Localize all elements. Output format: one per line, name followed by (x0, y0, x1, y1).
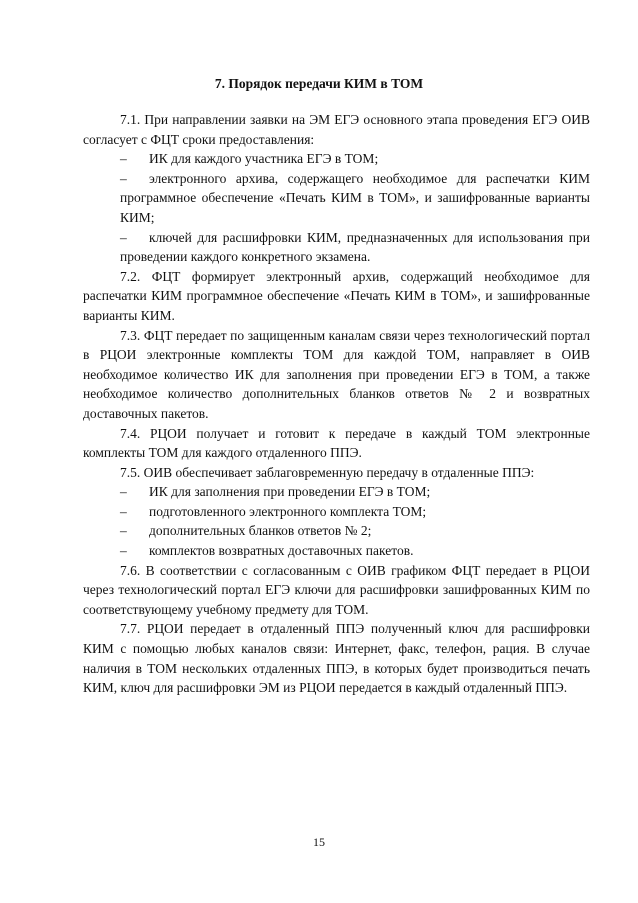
dash-marker: – (120, 484, 127, 500)
paragraph-7-2: 7.2. ФЦТ формирует электронный архив, содержащий необходимое для распечатки КИМ программное обеспечение «Печать КИМ в ТОМ», и зашифрованные варианты КИМ. (83, 268, 590, 323)
list-item (83, 502, 590, 522)
dash-marker: – (120, 170, 127, 186)
dash-marker: – (120, 229, 127, 245)
list-item-text: ИК для заполнения при проведении ЕГЭ в ТОМ; (149, 484, 431, 500)
dash-marker: – (120, 523, 127, 539)
paragraph-7-1: 7.1. При направлении заявки на ЭМ ЕГЭ основного этапа проведения ЕГЭ ОИВ согласует с ФЦТ сроки предоставления: (83, 112, 590, 147)
list-item (83, 169, 590, 228)
list-item-text: подготовленного электронного комплекта ТОМ; (149, 503, 427, 519)
list-item (83, 149, 590, 169)
section-title: 7. Порядок передачи КИМ в ТОМ (214, 76, 424, 91)
list-item (83, 482, 590, 502)
dash-marker: – (120, 543, 127, 559)
list-item-text: дополнительных бланков ответов № 2; (149, 523, 372, 539)
list-item-text: ключей для расшифровки КИМ, предназначенных для использования при проведении каждого конкретного экзамена. (120, 229, 590, 265)
list-item-text: комплектов возвратных доставочных пакетов. (149, 543, 414, 559)
list-item-text: электронного архива, содержащего необходимое для распечатки КИМ программное обеспечение «Печать КИМ в ТОМ», и зашифрованные варианты КИМ; (120, 170, 590, 225)
dash-marker: – (120, 503, 127, 519)
dash-marker: – (120, 151, 127, 167)
paragraph-7-3: 7.3. ФЦТ передает по защищенным каналам связи через технологический портал в РЦОИ электронные комплекты ТОМ для каждой ТОМ, направляет в ОИВ необходимое количество ИК для заполнения при проведении ЕГЭ в ТОМ, а также необходимое количество дополнительных бланков ответов № 2 и возвратных доставочных пакетов. (83, 327, 590, 421)
section-body (83, 110, 590, 698)
list-item (83, 541, 590, 561)
page-number: 15 (313, 835, 325, 849)
paragraph-7-5: 7.5. ОИВ обеспечивает заблаговременную передачу в отдаленные ППЭ: (120, 464, 535, 480)
paragraph-7-4: 7.4. РЦОИ получает и готовит к передаче в каждый ТОМ электронные комплекты ТОМ для каждого отдаленного ППЭ. (83, 425, 590, 461)
paragraph-7-7: 7.7. РЦОИ передает в отдаленный ППЭ полученный ключ для расшифровки КИМ с помощью любых каналов связи: Интернет, факс, телефон, рация. В случае наличия в ТОМ нескольких отдаленных ППЭ, в которых будет производиться печать КИМ, ключ для расшифровки ЭМ из РЦОИ передается в каждый отдаленный ППЭ. (83, 621, 590, 696)
paragraph-7-6: 7.6. В соответствии с согласованным с ОИВ графиком ФЦТ передает в РЦОИ через технологический портал ЕГЭ ключи для расшифровки зашифрованных КИМ по соответствующему учебному предмету для ТОМ. (83, 562, 590, 617)
list-item-text: ИК для каждого участника ЕГЭ в ТОМ; (149, 151, 379, 167)
list-item (83, 228, 590, 267)
list-item (83, 521, 590, 541)
